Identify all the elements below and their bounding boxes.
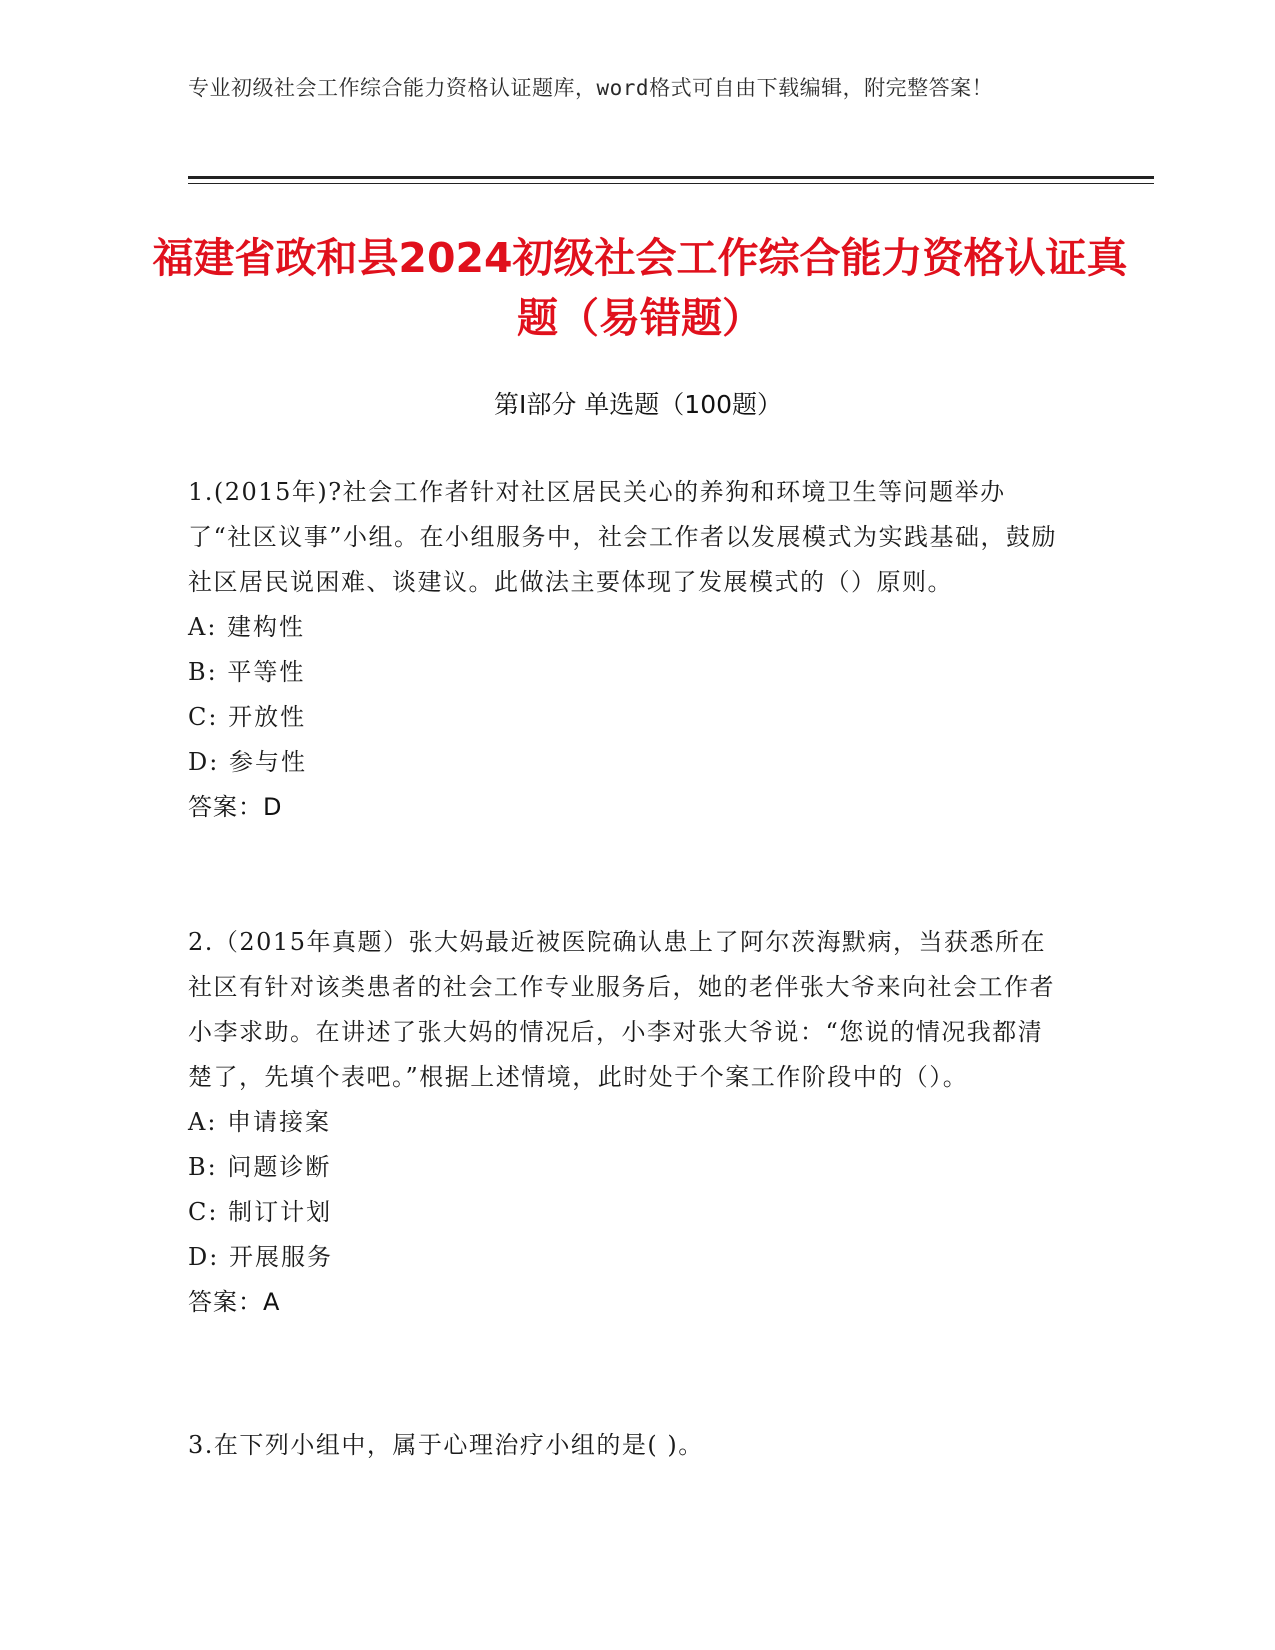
option-d: D: 开展服务 — [188, 1243, 333, 1271]
question-3 — [188, 1423, 1068, 1468]
option-b: B: 平等性 — [188, 658, 306, 686]
question-1 — [188, 470, 1068, 830]
question-text: 3.在下列小组中，属于心理治疗小组的是( )。 — [188, 1431, 704, 1459]
header-divider-thin — [188, 183, 1154, 184]
option-d: D: 参与性 — [188, 748, 307, 776]
header-divider — [188, 176, 1154, 179]
section-title: 第Ⅰ部分 单选题（100题） — [493, 390, 783, 419]
answer: 答案：A — [188, 1288, 281, 1316]
document-title: 福建省政和县2024初级社会工作综合能力资格认证真题（易错题） — [152, 234, 1128, 342]
option-c: C: 制订计划 — [188, 1198, 333, 1226]
option-a: A: 申请接案 — [188, 1108, 332, 1136]
option-a: A: 建构性 — [188, 613, 306, 641]
header-note: 专业初级社会工作综合能力资格认证题库，word格式可自由下载编辑，附完整答案！ — [188, 76, 994, 100]
question-2 — [188, 920, 1068, 1325]
question-text: 2.（2015年真题）张大妈最近被医院确认患上了阿尔茨海默病，当获悉所在社区有针对该类患者的社会工作专业服务后，她的老伴张大爷来向社会工作者小李求助。在讲述了张大妈的情况后，小李对张大爷说：“您说的情况我都清楚了，先填个表吧。”根据上述情境，此时处于个案工作阶段中的（）。 — [188, 928, 1055, 1091]
answer: 答案：D — [188, 793, 283, 821]
option-c: C: 开放性 — [188, 703, 307, 731]
question-text: 1.(2015年)?社会工作者针对社区居民关心的养狗和环境卫生等问题举办了“社区议事”小组。在小组服务中，社会工作者以发展模式为实践基础，鼓励社区居民说困难、谈建议。此做法主要体现了发展模式的（）原则。 — [188, 478, 1058, 596]
option-b: B: 问题诊断 — [188, 1153, 332, 1181]
